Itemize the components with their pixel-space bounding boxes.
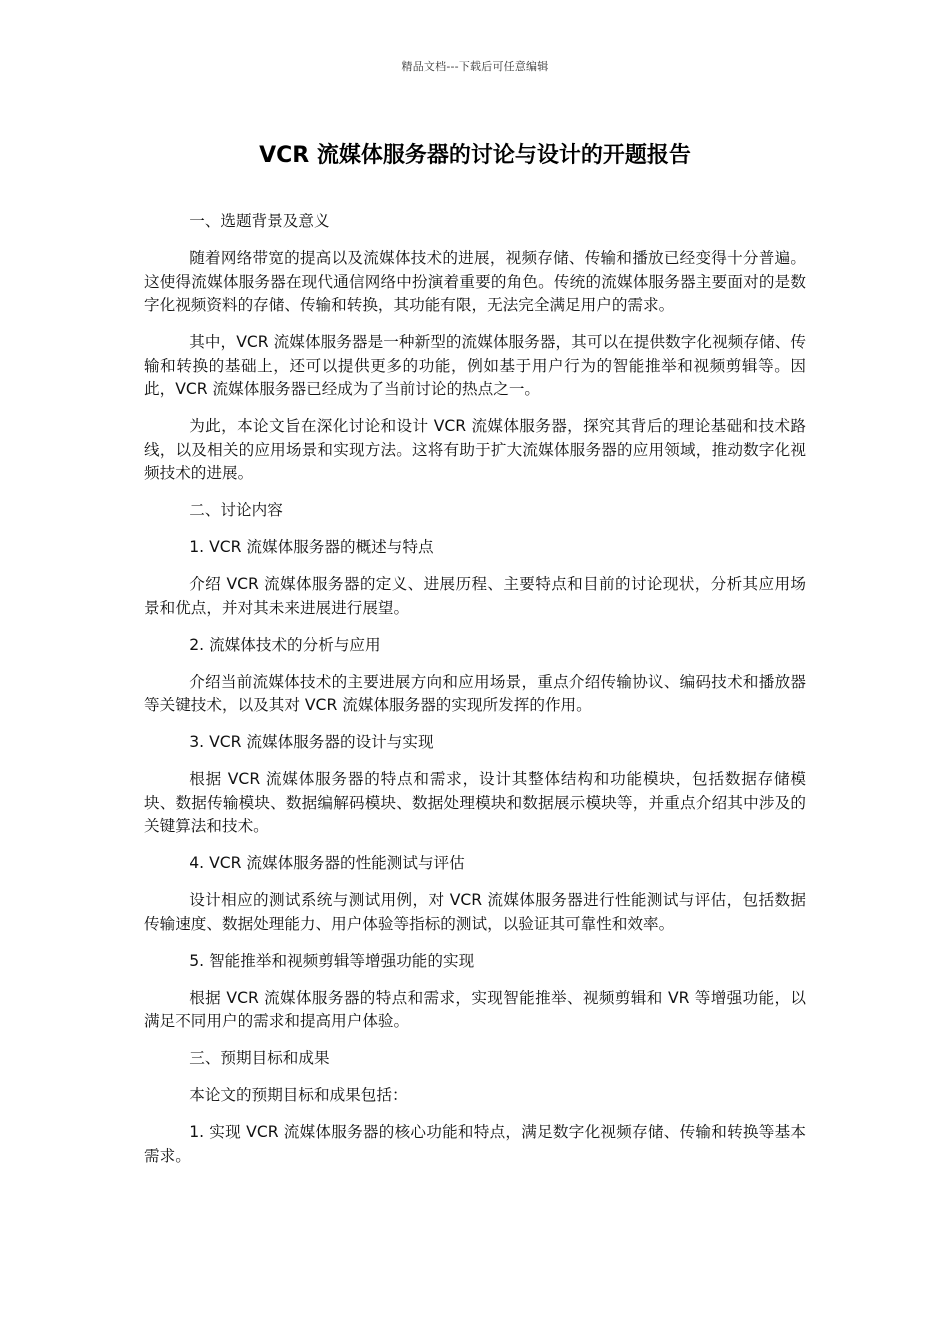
section-heading-goals: 三、预期目标和成果 — [189, 1049, 330, 1067]
list-item: 1. 实现 VCR 流媒体服务器的核心功能和特点，满足数字化视频存储、传输和转换等基本需求。 — [144, 1123, 806, 1165]
document-body — [144, 210, 806, 1182]
body-paragraph: 设计相应的测试系统与测试用例，对 VCR 流媒体服务器进行性能测试与评估，包括数据传输速度、数据处理能力、用户体验等指标的测试，以验证其可靠性和效率。 — [144, 891, 806, 933]
body-paragraph: 为此，本论文旨在深化讨论和设计 VCR 流媒体服务器，探究其背后的理论基础和技术路线，以及相关的应用场景和实现方法。这将有助于扩大流媒体服务器的应用领域，推动数字化视频技术的进展。 — [144, 417, 806, 482]
subsection-heading-4: 4. VCR 流媒体服务器的性能测试与评估 — [189, 854, 465, 872]
body-paragraph: 介绍当前流媒体技术的主要进展方向和应用场景，重点介绍传输协议、编码技术和播放器等关键技术，以及其对 VCR 流媒体服务器的实现所发挥的作用。 — [144, 672, 806, 714]
subsection-heading-1: 1. VCR 流媒体服务器的概述与特点 — [189, 538, 434, 556]
section-heading-background: 一、选题背景及意义 — [189, 212, 330, 230]
body-paragraph: 其中，VCR 流媒体服务器是一种新型的流媒体服务器，其可以在提供数字化视频存储、传输和转换的基础上，还可以提供更多的功能，例如基于用户行为的智能推举和视频剪辑等。因此，VCR 流媒体服务器已经成为了当前讨论的热点之一。 — [144, 333, 806, 398]
body-paragraph: 根据 VCR 流媒体服务器的特点和需求，设计其整体结构和功能模块，包括数据存储模块、数据传输模块、数据编解码模块、数据处理模块和数据展示模块等，并重点介绍其中涉及的关键算法和技术。 — [144, 770, 806, 835]
body-paragraph: 介绍 VCR 流媒体服务器的定义、进展历程、主要特点和目前的讨论现状，分析其应用场景和优点，并对其未来进展进行展望。 — [144, 575, 806, 617]
body-paragraph: 根据 VCR 流媒体服务器的特点和需求，实现智能推举、视频剪辑和 VR 等增强功能，以满足不同用户的需求和提高用户体验。 — [144, 988, 806, 1030]
body-paragraph: 本论文的预期目标和成果包括： — [189, 1086, 408, 1104]
section-heading-content: 二、讨论内容 — [189, 501, 283, 519]
document-title: VCR 流媒体服务器的讨论与设计的开题报告 — [259, 143, 691, 168]
subsection-heading-2: 2. 流媒体技术的分析与应用 — [189, 635, 381, 654]
body-paragraph: 随着网络带宽的提高以及流媒体技术的进展，视频存储、传输和播放已经变得十分普遍。这使得流媒体服务器在现代通信网络中扮演着重要的角色。传统的流媒体服务器主要面对的是数字化视频资料的存储、传输和转换，其功能有限，无法完全满足用户的需求。 — [144, 249, 806, 314]
page-header-note: 精品文档---下载后可任意编辑 — [401, 60, 549, 73]
subsection-heading-3: 3. VCR 流媒体服务器的设计与实现 — [189, 733, 434, 751]
subsection-heading-5: 5. 智能推举和视频剪辑等增强功能的实现 — [189, 951, 475, 970]
